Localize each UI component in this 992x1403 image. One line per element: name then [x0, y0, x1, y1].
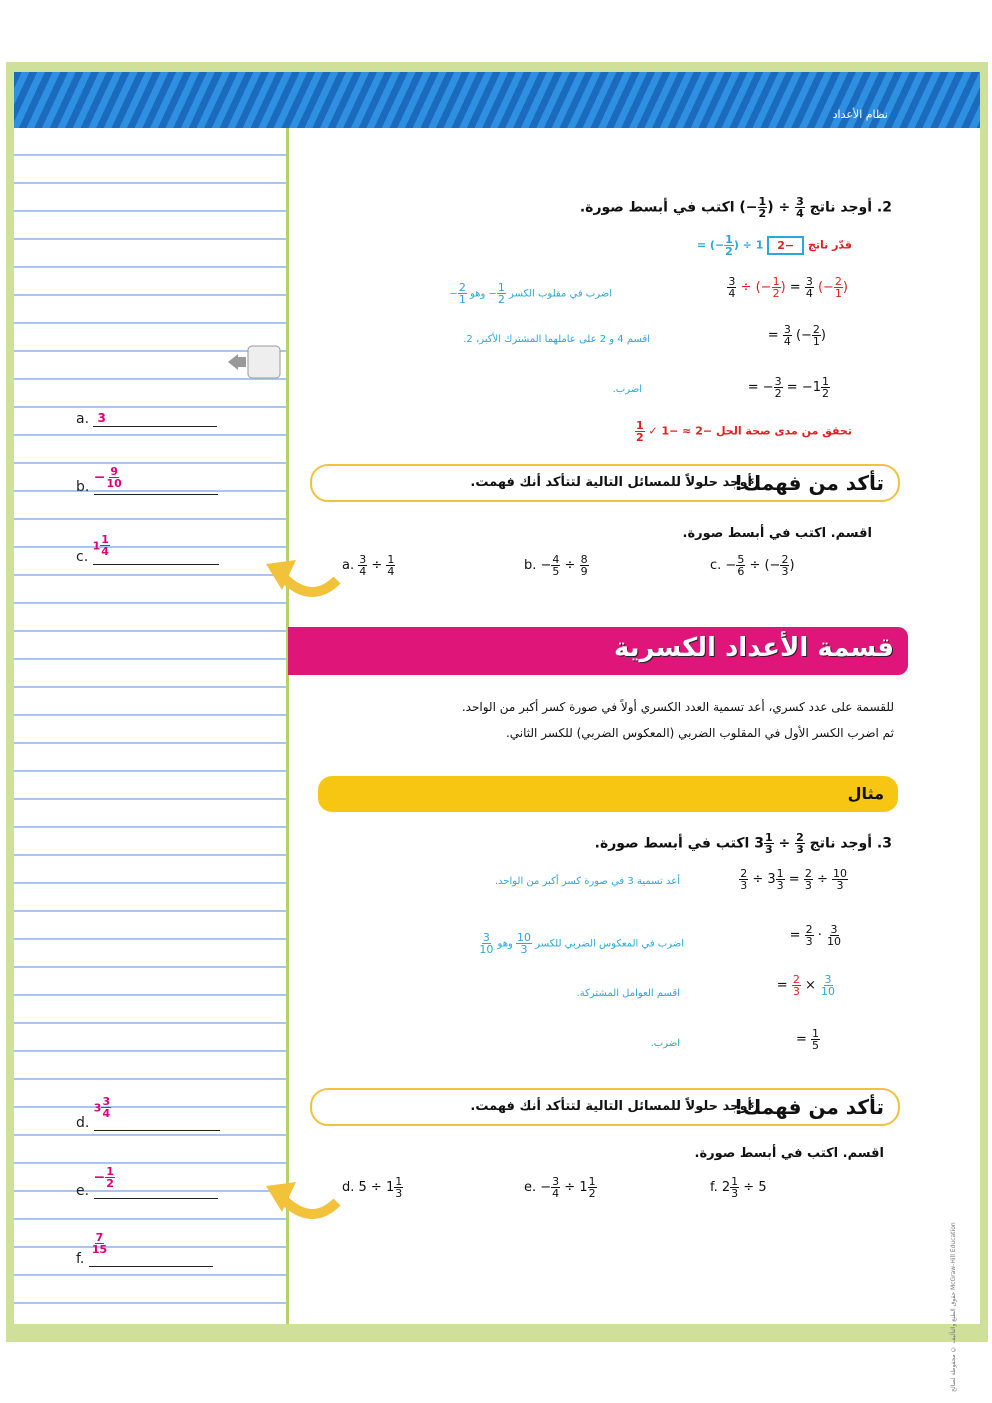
check-instruction-1: اقسم. اكتب في أبسط صورة.	[682, 526, 872, 541]
answer-b-fraction: $\frac{9}{10}$	[106, 465, 122, 490]
example-3-prompt: 3. أوجد ناتج 3 $\frac{1}{3}$ ÷ $\frac{2}{3}$ اكتب في أبسط صورة.	[594, 831, 892, 856]
problem-c[interactable]: c. − $\frac{5}{6}$ ÷ (− $\frac{2}{3}$ )	[710, 553, 795, 578]
ex3-step-3-note: اقسم العوامل المشتركة.	[576, 988, 680, 999]
example-title: مثال	[847, 784, 884, 803]
step-2: = $\frac{3}{4}$ (− $\frac{2}{1}$ )	[767, 323, 826, 348]
problem-d[interactable]: d. 5 ÷ 1 $\frac{1}{3}$	[342, 1175, 403, 1200]
ex3-step-1: $\frac{2}{3}$ ÷ 3 $\frac{1}{3}$ = $\frac{2}{3}$ ÷ $\frac{10}{3}$	[740, 867, 847, 892]
step-1: $\frac{3}{4}$ ÷ (− $\frac{1}{2}$ ) = $\frac{3}{4}$ (− $\frac{2}{1}$ )	[728, 275, 848, 300]
ex3-step-2: = $\frac{2}{3}$ · $\frac{3}{10}$	[789, 923, 841, 948]
problem-b[interactable]: b. − $\frac{4}{5}$ ÷ $\frac{8}{9}$	[524, 553, 588, 578]
estimate-box: −2	[767, 236, 804, 255]
answer-e-fraction: $\frac{1}{2}$	[106, 1165, 114, 1190]
ex3-step-1-note: أعد تسمية 3 في صورة كسر أكبر من الواحد.	[494, 876, 680, 887]
check-title-1: تأكد من فهمك!	[734, 471, 884, 495]
example-bar	[318, 776, 898, 812]
answer-a[interactable]: a. 3	[76, 410, 217, 427]
estimate-line: قدّر ناتج −2 = (− $\frac{1}{2}$ ) ÷ 1	[696, 233, 852, 258]
check-subtitle-1: أوجد حلولاً للمسائل التالية لتتأكد أنك فهمت.	[470, 475, 752, 490]
ex3-step-3: = $\frac{2}{3}$ × $\frac{3}{10}$	[776, 973, 835, 998]
section-paragraph-2: ثم اضرب الكسر الأول في المقلوب الضربي (المعكوس الضربي) للكسر الثاني.	[505, 726, 894, 740]
tab-arrow-icon	[228, 344, 282, 380]
ex3-step-2-note: اضرب في المعكوس الضربي للكسر $\frac{10}{3}$ وهو $\frac{3}{10}$	[479, 931, 684, 956]
answer-f-fraction: $\frac{7}{15}$	[91, 1231, 108, 1256]
step-3: = − $\frac{3}{2}$ = −1 $\frac{1}{2}$	[747, 375, 829, 400]
copyright-note: حقوق الطبع والتأليف © محفوظة لصالح McGraw-Hill Education	[950, 1222, 957, 1392]
problem-a[interactable]: a. $\frac{3}{4}$ ÷ $\frac{1}{4}$	[342, 553, 395, 578]
step-1-note: اضرب في مقلوب الكسر − $\frac{1}{2}$ وهو − $\frac{2}{1}$	[449, 281, 612, 306]
section-title-bar	[288, 627, 908, 675]
check-understanding-bar-2	[310, 1088, 900, 1126]
check-subtitle-2: أوجد حلولاً للمسائل التالية لتتأكد أنك فهمت.	[470, 1099, 752, 1114]
problem-f[interactable]: f. 2 $\frac{1}{3}$ ÷ 5	[710, 1175, 767, 1200]
answer-c-fraction: $\frac{1}{4}$	[101, 533, 109, 558]
example-2-prompt: 2. أوجد ناتج (− $\frac{1}{2}$ ) ÷ $\frac{3}{4}$ اكتب في أبسط صورة.	[579, 195, 892, 220]
arrow-to-answers-2-icon	[262, 1172, 342, 1232]
step-3-note: اضرب.	[612, 384, 642, 395]
answer-b[interactable]: b. − $\frac{9}{10}$	[76, 466, 218, 495]
ex3-step-4: = $\frac{1}{5}$	[795, 1027, 819, 1052]
section-paragraph-1: للقسمة على عدد كسري، أعد تسمية العدد الكسري أولاً في صورة كسر أكبر من الواحد.	[461, 700, 894, 714]
check-instruction-2: اقسم. اكتب في أبسط صورة.	[694, 1146, 884, 1161]
answer-d-fraction: $\frac{3}{4}$	[102, 1095, 111, 1120]
answer-c[interactable]: c. 1 $\frac{1}{4}$	[76, 534, 219, 565]
lesson-tab[interactable]	[228, 344, 282, 380]
answer-notebook	[14, 128, 289, 1324]
check-understanding-bar-1	[310, 464, 900, 502]
answer-a-value: 3	[97, 411, 106, 425]
step-2-note: اقسم 4 و 2 على عاملهما المشترك الأكبر، 2.	[463, 334, 650, 345]
answer-f[interactable]: f. $\frac{7}{15}$	[76, 1232, 213, 1267]
chapter-title: نظام الأعداد	[832, 108, 888, 121]
problem-e[interactable]: e. − $\frac{3}{4}$ ÷ 1 $\frac{1}{2}$	[524, 1175, 596, 1200]
answer-d[interactable]: d. 3 $\frac{3}{4}$	[76, 1096, 220, 1131]
check-line: تحقق من مدى صحة الحل −2 ≈ −1 $\frac{1}{2}$ ✓	[635, 419, 852, 444]
section-title: قسمة الأعداد الكسرية	[613, 633, 894, 663]
arrow-to-answers-1-icon	[262, 550, 342, 610]
ex3-step-4-note: اضرب.	[650, 1038, 680, 1049]
chapter-header-bar	[14, 72, 980, 128]
textbook-page	[14, 72, 980, 1392]
check-title-2: تأكد من فهمك!	[734, 1095, 884, 1119]
answer-e[interactable]: e. − $\frac{1}{2}$	[76, 1166, 218, 1199]
